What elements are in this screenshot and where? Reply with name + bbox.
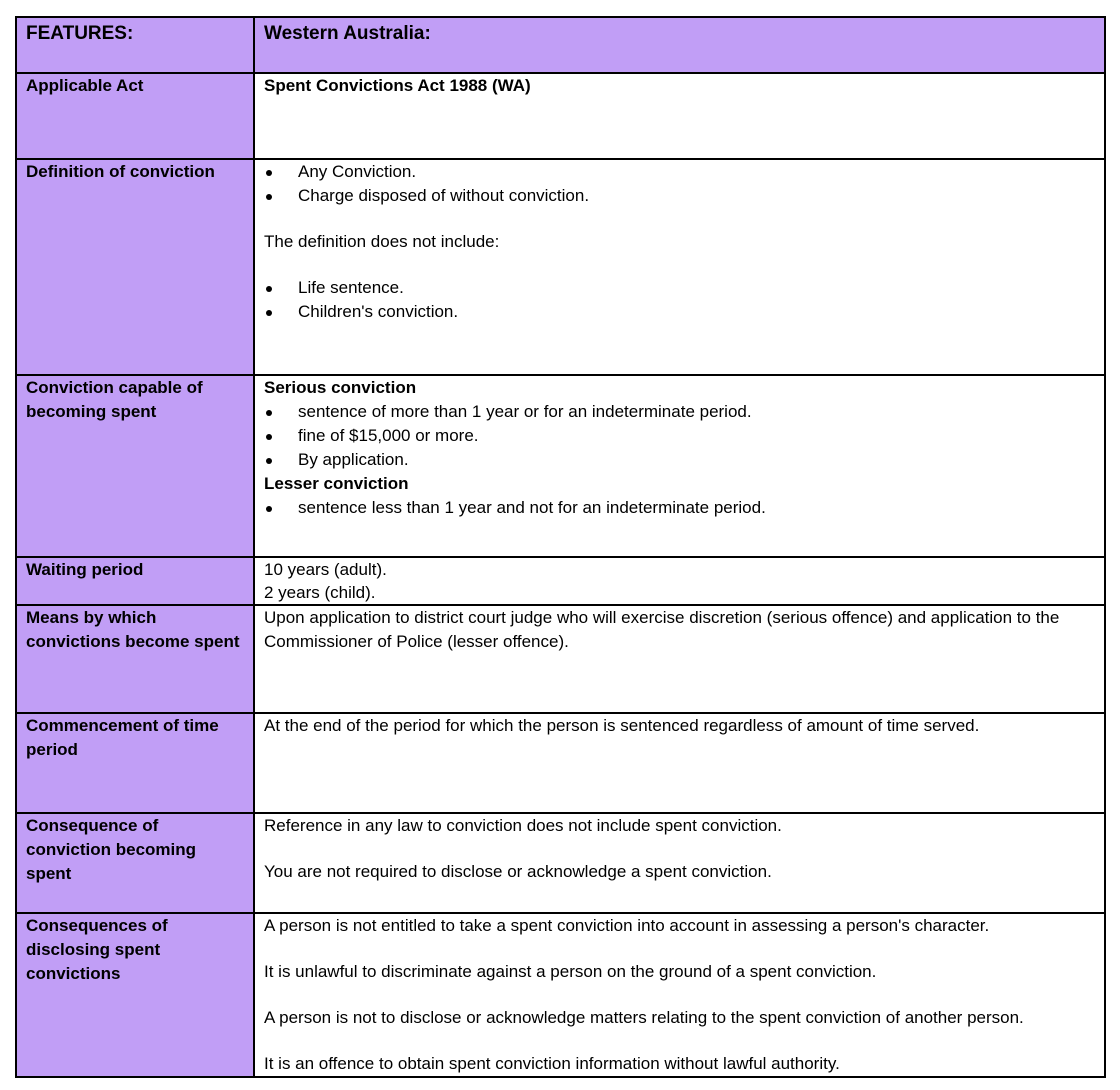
bullet-icon [266, 434, 272, 440]
bullet-list [264, 496, 1095, 520]
paragraph: It is unlawful to discriminate against a person on the ground of a spent conviction. [264, 962, 877, 981]
list-item-text: Charge disposed of without conviction. [298, 186, 590, 205]
row-value [254, 159, 1105, 375]
bullet-icon [266, 506, 272, 512]
list-item [264, 300, 1095, 324]
row-commencement [16, 713, 1105, 813]
list-item-text: sentence less than 1 year and not for an indeterminate period. [298, 498, 766, 517]
bullet-icon [266, 310, 272, 316]
row-value [254, 913, 1105, 1077]
row-disclosing [16, 913, 1105, 1077]
row-capable [16, 375, 1105, 557]
line: 10 years (adult). [264, 560, 387, 579]
row-label: Means by which convictions become spent [16, 605, 254, 713]
row-value [254, 813, 1105, 913]
list-item-text: By application. [298, 450, 409, 469]
bullet-icon [266, 170, 272, 176]
row-value: At the end of the period for which the person is sentenced regardless of amount of time served. [254, 713, 1105, 813]
bullet-list [264, 276, 1095, 324]
paragraph: A person is not to disclose or acknowledge matters relating to the spent conviction of another person. [264, 1008, 1024, 1027]
bullet-list [264, 400, 1095, 472]
list-item [264, 400, 1095, 424]
bullet-icon [266, 286, 272, 292]
header-jurisdiction: Western Australia: [254, 17, 1105, 73]
row-waiting-period [16, 557, 1105, 605]
paragraph: A person is not entitled to take a spent conviction into account in assessing a person's character. [264, 916, 990, 935]
paragraph: You are not required to disclose or acknowledge a spent conviction. [264, 862, 772, 881]
row-value: Spent Convictions Act 1988 (WA) [254, 73, 1105, 159]
row-label: Applicable Act [16, 73, 254, 159]
list-item [264, 160, 1095, 184]
list-item [264, 496, 1095, 520]
row-label: Waiting period [16, 557, 254, 605]
bullet-icon [266, 410, 272, 416]
list-item [264, 424, 1095, 448]
list-item-text: sentence of more than 1 year or for an indeterminate period. [298, 402, 752, 421]
row-label: Commencement of time period [16, 713, 254, 813]
row-label: Conviction capable of becoming spent [16, 375, 254, 557]
list-item-text: fine of $15,000 or more. [298, 426, 479, 445]
list-item [264, 448, 1095, 472]
row-consequence [16, 813, 1105, 913]
list-item [264, 184, 1095, 208]
bullet-icon [266, 458, 272, 464]
paragraph: It is an offence to obtain spent conviction information without lawful authority. [264, 1054, 840, 1073]
paragraph: Reference in any law to conviction does not include spent conviction. [264, 816, 782, 835]
row-value: Upon application to district court judge who will exercise discretion (serious offence) and application to the Commissioner of Police (lesser offence). [254, 605, 1105, 713]
paragraph: The definition does not include: [264, 232, 500, 251]
row-value [254, 375, 1105, 557]
row-value [254, 557, 1105, 605]
line: 2 years (child). [264, 583, 376, 602]
row-definition [16, 159, 1105, 375]
row-label: Consequence of conviction becoming spent [16, 813, 254, 913]
list-item-text: Life sentence. [298, 278, 404, 297]
header-features: FEATURES: [16, 17, 254, 73]
bullet-icon [266, 194, 272, 200]
subheading: Lesser conviction [264, 474, 409, 493]
row-applicable-act [16, 73, 1105, 159]
bullet-list [264, 160, 1095, 208]
features-table [15, 16, 1106, 1078]
row-label: Consequences of disclosing spent convictions [16, 913, 254, 1077]
header-row [16, 17, 1105, 73]
list-item-text: Any Conviction. [298, 162, 417, 181]
row-label: Definition of conviction [16, 159, 254, 375]
list-item [264, 276, 1095, 300]
subheading: Serious conviction [264, 378, 417, 397]
row-means [16, 605, 1105, 713]
list-item-text: Children's conviction. [298, 302, 459, 321]
